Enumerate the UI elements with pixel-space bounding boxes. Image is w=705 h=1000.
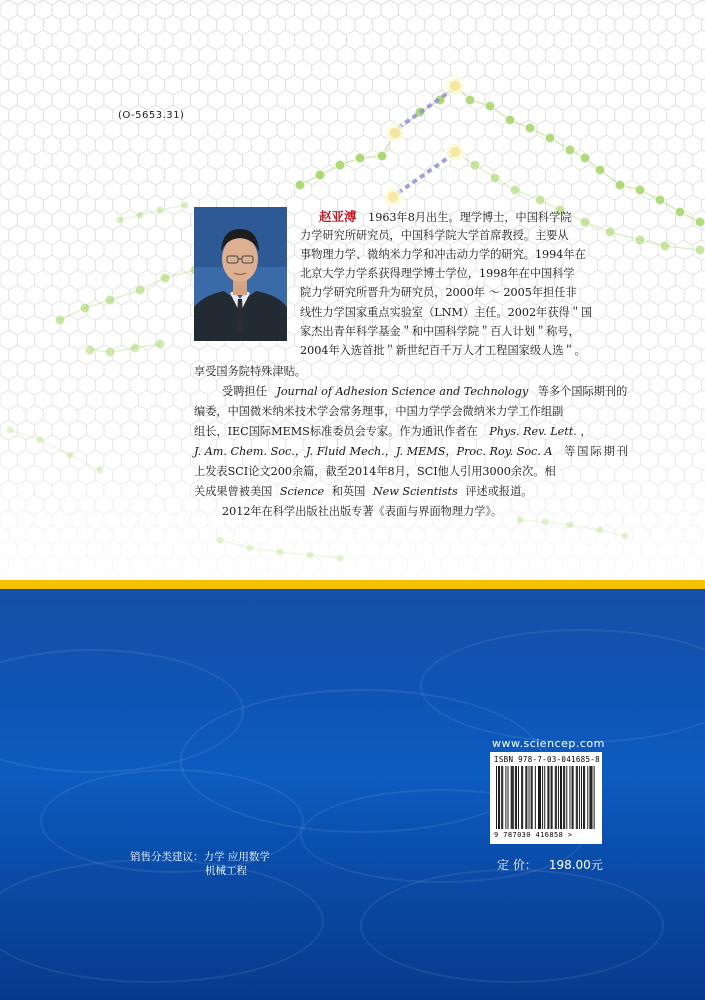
journal-title: J. Am. Chem. Soc.，J. Fluid Mech.，J. MEMS，Proc. Roy. Soc. A [194,445,553,458]
author-name: 赵亚溥 [319,209,357,224]
isbn-barcode [490,752,602,844]
bio-text: 和英国 [331,485,366,498]
journal-title: Science [279,485,325,498]
bio-line: 编委，中国微米纳米技术学会常务理事，中国力学学会微纳米力学工作组副 [194,405,564,418]
journal-title: Journal of Adhesion Science and Technology [276,385,529,398]
bio-text: ， [580,425,592,438]
bio-para3: 2012年在科学出版社出版专著《表面与界面物理力学》。 [222,505,503,518]
bio-line: 家杰出青年科学基金＂和中国科学院＂百人计划＂称号， [300,325,580,338]
author-photo [194,207,287,341]
bio-line: 上发表SCI论文200余篇，截至2014年8月，SCI他人引用3000余次。相 [194,465,556,478]
bio-first-text: 1963年8月出生。理学博士，中国科学院 [368,211,572,224]
bio-line: 院力学研究所晋升为研究员，2000年 ～ 2005年担任非 [300,286,577,299]
book-code: (O-5653.31) [118,110,185,121]
bio-para2-line4 [194,443,630,461]
publisher-website: www.sciencep.com [492,737,605,750]
bio-para2-line6 [194,483,532,501]
bio-line: 享受国务院特殊津贴。 [194,365,306,378]
bio-line: 力学研究所研究员，中国科学院大学首席教授。主要从 [300,229,569,242]
bio-text: 组长，IEC国际MEMS标准委员会专家。作为通讯作者在 [194,425,478,438]
bio-text: 受聘担任 [222,385,267,398]
journal-title: New Scientists [372,485,458,498]
price [497,856,603,873]
classification-line: 销售分类建议：力学 应用数学 [130,851,270,863]
bio-text: 等多个国际期刊的 [537,385,628,398]
bio-text: 评述或报道。 [465,485,533,498]
isbn-number: ISBN 978-7-03-041685-8 [494,755,600,764]
sales-classification [130,850,270,878]
classification-line: 机械工程 [205,865,247,877]
price-value: 198.00元 [548,858,603,872]
bio-text: 等国际期刊 [564,445,631,458]
bio-line: 线性力学国家重点实验室（LNM）主任。2002年获得＂国 [300,306,593,319]
yellow-stripe [0,580,705,589]
bio-para2-line1 [222,383,627,401]
bio-line: 2004年入选首批＂新世纪百千万人才工程国家级人选＂。 [300,344,586,357]
bio-text: 关成果曾被美国 [194,485,273,498]
bio-line: 北京大学力学系获得理学博士学位，1998年在中国科学 [300,267,575,280]
barcode-digits: 9 787030 416858 > [494,831,573,839]
bio-para2-line3 [194,423,592,441]
journal-title: Phys. Rev. Lett. [489,425,577,438]
bio-first-line [319,208,571,227]
bio-line: 事物理力学、微纳米力学和冲击动力学的研究。1994年在 [300,248,586,261]
price-label: 定 价： [497,858,537,872]
